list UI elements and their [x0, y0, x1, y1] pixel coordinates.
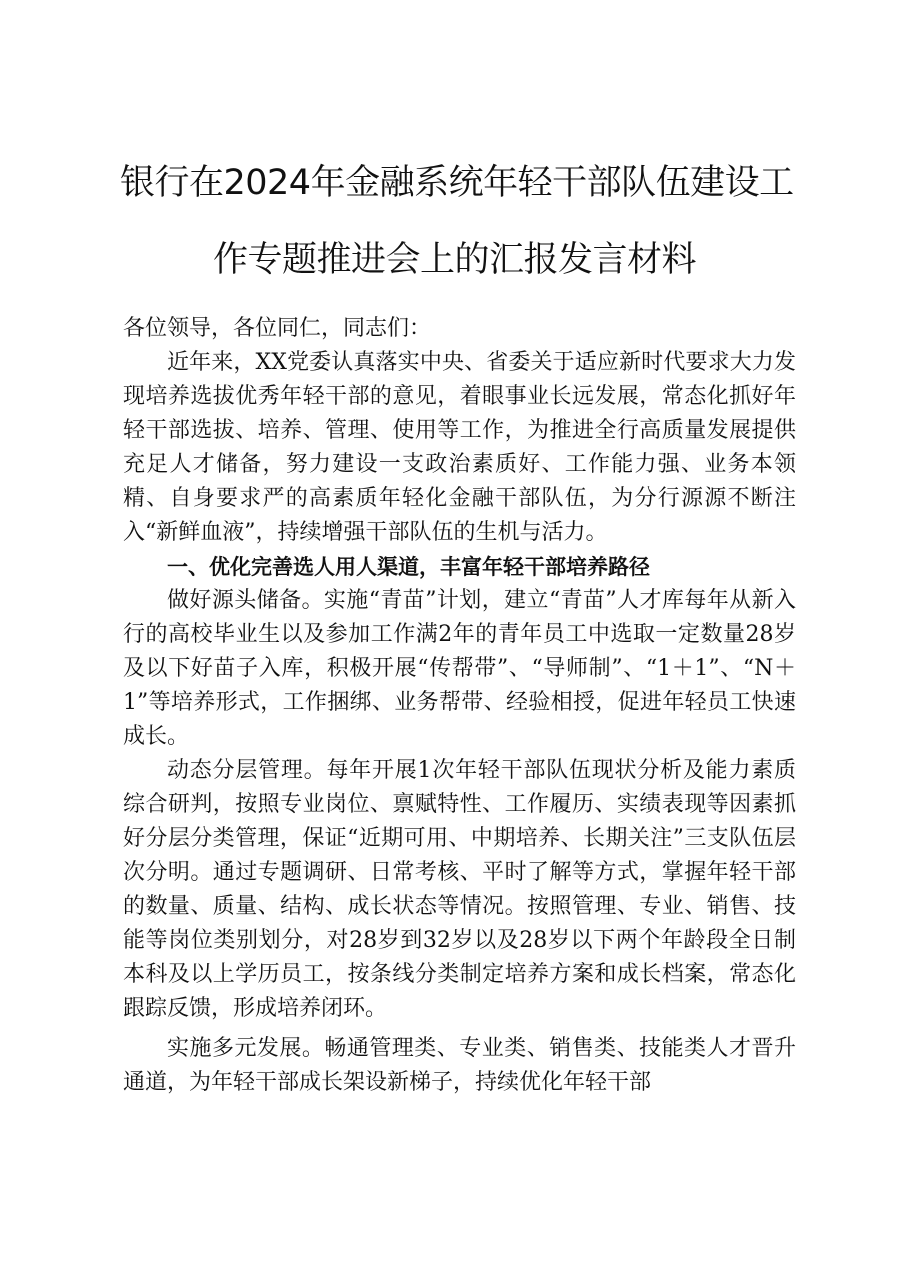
document-body — [123, 312, 796, 1100]
document-title-line-2: 作专题推进会上的汇报发言材料 — [212, 240, 696, 280]
document-title-line-1: 银行在2024年金融系统年轻干部队伍建设工 — [120, 163, 794, 203]
paragraph-source-reserve: 做好源头储备。实施“青苗”计划，建立“青苗”人才库每年从新入行的高校毕业生以及参加工作满2年的青年员工中选取一定数量28岁及以下好苗子入库，积极开展“传帮带”、“导师制”、“1＋1”、“N＋1”等培养形式，工作捆绑、业务帮带、经验相授，促进年轻员工快速成长。 — [123, 588, 796, 749]
paragraph-intro: 近年来，XX党委认真落实中央、省委关于适应新时代要求大力发现培养选拔优秀年轻干部的意见，着眼事业长远发展，常态化抓好年轻干部选拔、培养、管理、使用等工作，为推进全行高质量发展提供充足人才储备，努力建设一支政治素质好、工作能力强、业务本领精、自身要求严的高素质年轻化金融干部队伍，为分行源源不断注入“新鲜血液”，持续增强干部队伍的生机与活力。 — [123, 350, 796, 545]
section-heading-1: 一、优化完善选人用人渠道，丰富年轻干部培养路径 — [167, 555, 650, 579]
salutation: 各位领导，各位同仁，同志们： — [123, 316, 432, 341]
paragraph-diversified-development: 实施多元发展。畅通管理类、专业类、销售类、技能类人才晋升通道，为年轻干部成长架设新梯子，持续优化年轻干部 — [123, 1036, 796, 1095]
paragraph-dynamic-management: 动态分层管理。每年开展1次年轻干部队伍现状分析及能力素质综合研判，按照专业岗位、禀赋特性、工作履历、实绩表现等因素抓好分层分类管理，保证“近期可用、中期培养、长期关注”三支队伍层次分明。通过专题调研、日常考核、平时了解等方式，掌握年轻干部的数量、质量、结构、成长状态等情况。按照管理、专业、销售、技能等岗位类别划分，对28岁到32岁以及28岁以下两个年龄段全日制本科及以上学历员工，按条线分类制定培养方案和成长档案，常态化跟踪反馈，形成培养闭环。 — [123, 758, 796, 1021]
